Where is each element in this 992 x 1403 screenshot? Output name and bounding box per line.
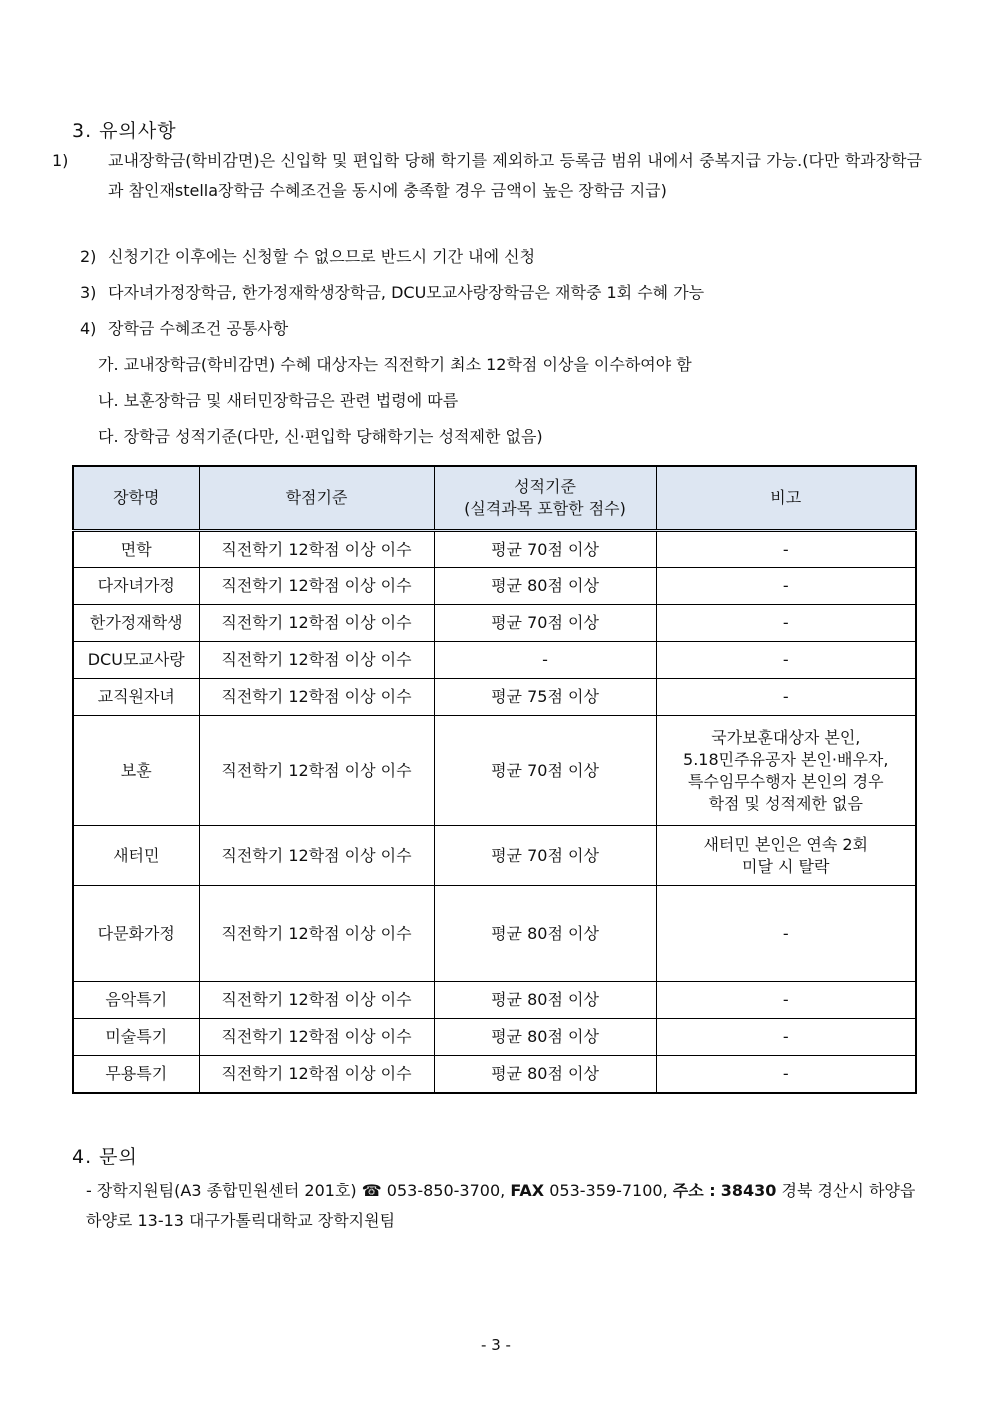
table-row <box>73 1056 916 1093</box>
note-item-1-text: 교내장학금(학비감면)은 신입학 및 편입학 당해 학기를 제외하고 등록금 범위 내에서 중복지급 가능.(다만 학과장학금과 참인재stella장학금 수혜조건을 동시에 충족할 경우 금액이 높은 장학금 지급) <box>108 151 922 200</box>
cell-remarks: - <box>656 1019 916 1056</box>
page-number: - 3 - <box>481 1336 511 1354</box>
scholarship-criteria-table <box>72 465 917 1094</box>
cell-credit-criteria: 직전학기 12학점 이상 이수 <box>199 642 434 679</box>
cell-credit-criteria: 직전학기 12학점 이상 이수 <box>199 826 434 886</box>
cell-grade-criteria: 평균 80점 이상 <box>434 568 656 605</box>
cell-credit-criteria: 직전학기 12학점 이상 이수 <box>199 531 434 568</box>
note-item-2-num: 2) <box>80 247 97 266</box>
cell-remarks: - <box>656 886 916 982</box>
header-grade-criteria: 성적기준 (실격과목 포함한 점수) <box>434 466 656 531</box>
cell-credit-criteria: 직전학기 12학점 이상 이수 <box>199 982 434 1019</box>
note-item-3-text: 다자녀가정장학금, 한가정재학생장학금, DCU모교사랑장학금은 재학중 1회 수혜 가능 <box>108 283 705 302</box>
cell-grade-criteria: 평균 80점 이상 <box>434 982 656 1019</box>
note-item-3-num: 3) <box>80 283 97 302</box>
table-row <box>73 716 916 826</box>
address-label: 주소 : <box>672 1181 716 1200</box>
cell-scholarship-name: 다자녀가정 <box>73 568 199 605</box>
cell-scholarship-name: 면학 <box>73 531 199 568</box>
cell-remarks: 새터민 본인은 연속 2회 미달 시 탈락 <box>656 826 916 886</box>
cell-grade-criteria: 평균 75점 이상 <box>434 679 656 716</box>
cell-scholarship-name: 무용특기 <box>73 1056 199 1093</box>
cell-grade-criteria: 평균 70점 이상 <box>434 531 656 568</box>
note-item-2-text: 신청기간 이후에는 신청할 수 없으므로 반드시 기간 내에 신청 <box>108 247 536 266</box>
cell-scholarship-name: 새터민 <box>73 826 199 886</box>
table-row <box>73 642 916 679</box>
table-row <box>73 679 916 716</box>
cell-remarks: - <box>656 679 916 716</box>
cell-remarks: 국가보훈대상자 본인, 5.18민주유공자 본인·배우자, 특수임무수행자 본인의 경우 학점 및 성적제한 없음 <box>656 716 916 826</box>
cell-remarks: - <box>656 982 916 1019</box>
contact-dash: - <box>86 1181 92 1200</box>
cell-grade-criteria: 평균 80점 이상 <box>434 886 656 982</box>
cell-remarks: - <box>656 531 916 568</box>
header-remarks: 비고 <box>656 466 916 531</box>
section-4-title: 4. 문의 <box>72 1146 138 1168</box>
cell-grade-criteria: 평균 80점 이상 <box>434 1019 656 1056</box>
cell-grade-criteria: 평균 70점 이상 <box>434 605 656 642</box>
contact-info <box>86 1176 922 1236</box>
note-item-4-num: 4) <box>80 319 97 338</box>
cell-remarks: - <box>656 642 916 679</box>
contact-address: 경북 경산시 하양읍 하양로 13-13 대구가톨릭대학교 장학지원팀 <box>86 1181 916 1230</box>
contact-fax: 053-359-7100, <box>549 1181 668 1200</box>
cell-scholarship-name: 교직원자녀 <box>73 679 199 716</box>
section-3-title: 3. 유의사항 <box>72 120 177 142</box>
contact-office: 장학지원팀(A3 종합민원센터 201호) <box>96 1181 357 1200</box>
cell-credit-criteria: 직전학기 12학점 이상 이수 <box>199 605 434 642</box>
table-row <box>73 982 916 1019</box>
cell-scholarship-name: 다문화가정 <box>73 886 199 982</box>
note-item-4 <box>80 314 922 344</box>
note-item-2 <box>80 242 922 272</box>
cell-grade-criteria: 평균 70점 이상 <box>434 716 656 826</box>
cell-credit-criteria: 직전학기 12학점 이상 이수 <box>199 1056 434 1093</box>
note-item-4-text: 장학금 수혜조건 공통사항 <box>108 319 289 338</box>
note-item-1-num: 1) <box>52 151 69 170</box>
cell-scholarship-name: 음악특기 <box>73 982 199 1019</box>
contact-phone: 053-850-3700, <box>386 1181 506 1200</box>
note-item-3 <box>80 278 922 308</box>
cell-remarks: - <box>656 605 916 642</box>
contact-zip: 38430 <box>720 1181 777 1200</box>
cell-grade-criteria: 평균 70점 이상 <box>434 826 656 886</box>
cell-scholarship-name: DCU모교사랑 <box>73 642 199 679</box>
table-row <box>73 826 916 886</box>
cell-grade-criteria: - <box>434 642 656 679</box>
table-row <box>73 1019 916 1056</box>
cell-remarks: - <box>656 1056 916 1093</box>
table-header-row <box>73 466 916 531</box>
table-row <box>73 605 916 642</box>
cell-credit-criteria: 직전학기 12학점 이상 이수 <box>199 716 434 826</box>
table-row <box>73 568 916 605</box>
cell-credit-criteria: 직전학기 12학점 이상 이수 <box>199 1019 434 1056</box>
cell-scholarship-name: 미술특기 <box>73 1019 199 1056</box>
fax-label: FAX <box>510 1181 545 1200</box>
cell-grade-criteria: 평균 80점 이상 <box>434 1056 656 1093</box>
cell-scholarship-name: 한가정재학생 <box>73 605 199 642</box>
table-row <box>73 886 916 982</box>
sub-item-ga: 가. 교내장학금(학비감면) 수혜 대상자는 직전학기 최소 12학점 이상을 이수하여야 함 <box>98 355 692 374</box>
header-scholarship-name: 장학명 <box>73 466 199 531</box>
cell-credit-criteria: 직전학기 12학점 이상 이수 <box>199 679 434 716</box>
header-credit-criteria: 학점기준 <box>199 466 434 531</box>
phone-icon: ☎ <box>361 1181 382 1200</box>
note-item-1 <box>52 146 922 206</box>
sub-item-na: 나. 보훈장학금 및 새터민장학금은 관련 법령에 따름 <box>98 391 459 410</box>
table-row <box>73 531 916 568</box>
cell-remarks: - <box>656 568 916 605</box>
cell-scholarship-name: 보훈 <box>73 716 199 826</box>
cell-credit-criteria: 직전학기 12학점 이상 이수 <box>199 568 434 605</box>
cell-credit-criteria: 직전학기 12학점 이상 이수 <box>199 886 434 982</box>
sub-item-da: 다. 장학금 성적기준(다만, 신·편입학 당해학기는 성적제한 없음) <box>98 427 543 446</box>
